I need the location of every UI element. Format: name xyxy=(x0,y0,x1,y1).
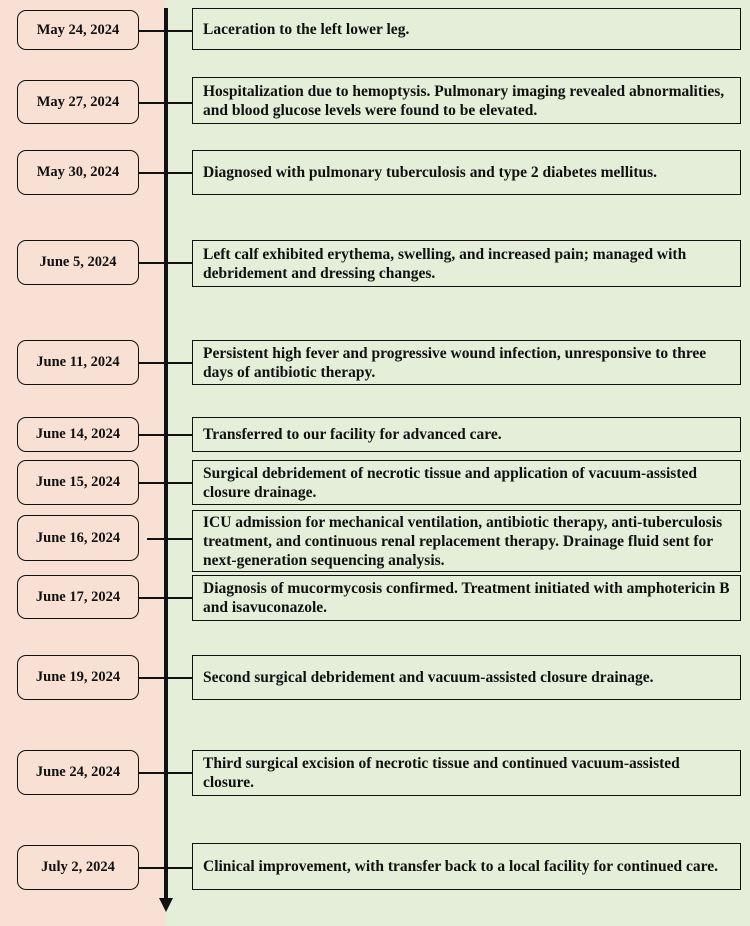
date-connector xyxy=(147,538,165,540)
date-connector xyxy=(139,362,165,364)
date-connector xyxy=(139,772,165,774)
event-connector xyxy=(168,538,192,540)
date-connector xyxy=(139,30,165,32)
date-connector xyxy=(139,262,165,264)
date-box: July 2, 2024 xyxy=(17,845,139,890)
event-box: Transferred to our facility for advanced care. xyxy=(192,417,741,452)
event-connector xyxy=(168,262,192,264)
event-box: Surgical debridement of necrotic tissue and application of vacuum-assisted closure drainage. xyxy=(192,460,741,505)
date-box: May 30, 2024 xyxy=(17,150,139,195)
date-box: June 5, 2024 xyxy=(17,240,139,285)
event-box: ICU admission for mechanical ventilation, antibiotic therapy, anti-tuberculosis treatment, and continuous renal replacement therapy. Drainage fluid sent for next-generation sequencing analysis. xyxy=(192,510,741,572)
event-box: Second surgical debridement and vacuum-assisted closure drainage. xyxy=(192,655,741,700)
date-box: May 24, 2024 xyxy=(17,10,139,50)
event-connector xyxy=(168,597,192,599)
arrow-down-icon xyxy=(159,898,173,912)
date-box: June 24, 2024 xyxy=(17,750,139,795)
event-connector xyxy=(168,482,192,484)
event-connector xyxy=(168,867,192,869)
event-connector xyxy=(168,30,192,32)
date-box: June 19, 2024 xyxy=(17,655,139,700)
date-connector xyxy=(139,867,165,869)
event-connector xyxy=(168,677,192,679)
date-connector xyxy=(139,597,165,599)
date-box: June 16, 2024 xyxy=(17,515,139,561)
event-connector xyxy=(168,102,192,104)
date-connector xyxy=(139,102,165,104)
event-connector xyxy=(168,362,192,364)
event-box: Diagnosis of mucormycosis confirmed. Treatment initiated with amphotericin B and isavuconazole. xyxy=(192,575,741,621)
event-box: Persistent high fever and progressive wound infection, unresponsive to three days of antibiotic therapy. xyxy=(192,340,741,385)
event-box: Left calf exhibited erythema, swelling, and increased pain; managed with debridement and dressing changes. xyxy=(192,240,741,287)
date-connector xyxy=(139,172,165,174)
date-box: June 17, 2024 xyxy=(17,575,139,619)
timeline-axis xyxy=(164,8,168,904)
date-box: June 15, 2024 xyxy=(17,460,139,505)
date-connector xyxy=(139,677,165,679)
event-box: Hospitalization due to hemoptysis. Pulmonary imaging revealed abnormalities, and blood glucose levels were found to be elevated. xyxy=(192,77,741,124)
event-box: Diagnosed with pulmonary tuberculosis and type 2 diabetes mellitus. xyxy=(192,150,741,195)
event-box: Third surgical excision of necrotic tissue and continued vacuum-assisted closure. xyxy=(192,750,741,796)
date-box: June 11, 2024 xyxy=(17,340,139,385)
date-box: May 27, 2024 xyxy=(17,80,139,124)
date-connector xyxy=(139,482,165,484)
event-connector xyxy=(168,434,192,436)
date-box: June 14, 2024 xyxy=(17,417,139,452)
event-connector xyxy=(168,772,192,774)
date-connector xyxy=(139,434,165,436)
event-box: Laceration to the left lower leg. xyxy=(192,8,741,50)
event-connector xyxy=(168,172,192,174)
event-box: Clinical improvement, with transfer back to a local facility for continued care. xyxy=(192,843,741,890)
